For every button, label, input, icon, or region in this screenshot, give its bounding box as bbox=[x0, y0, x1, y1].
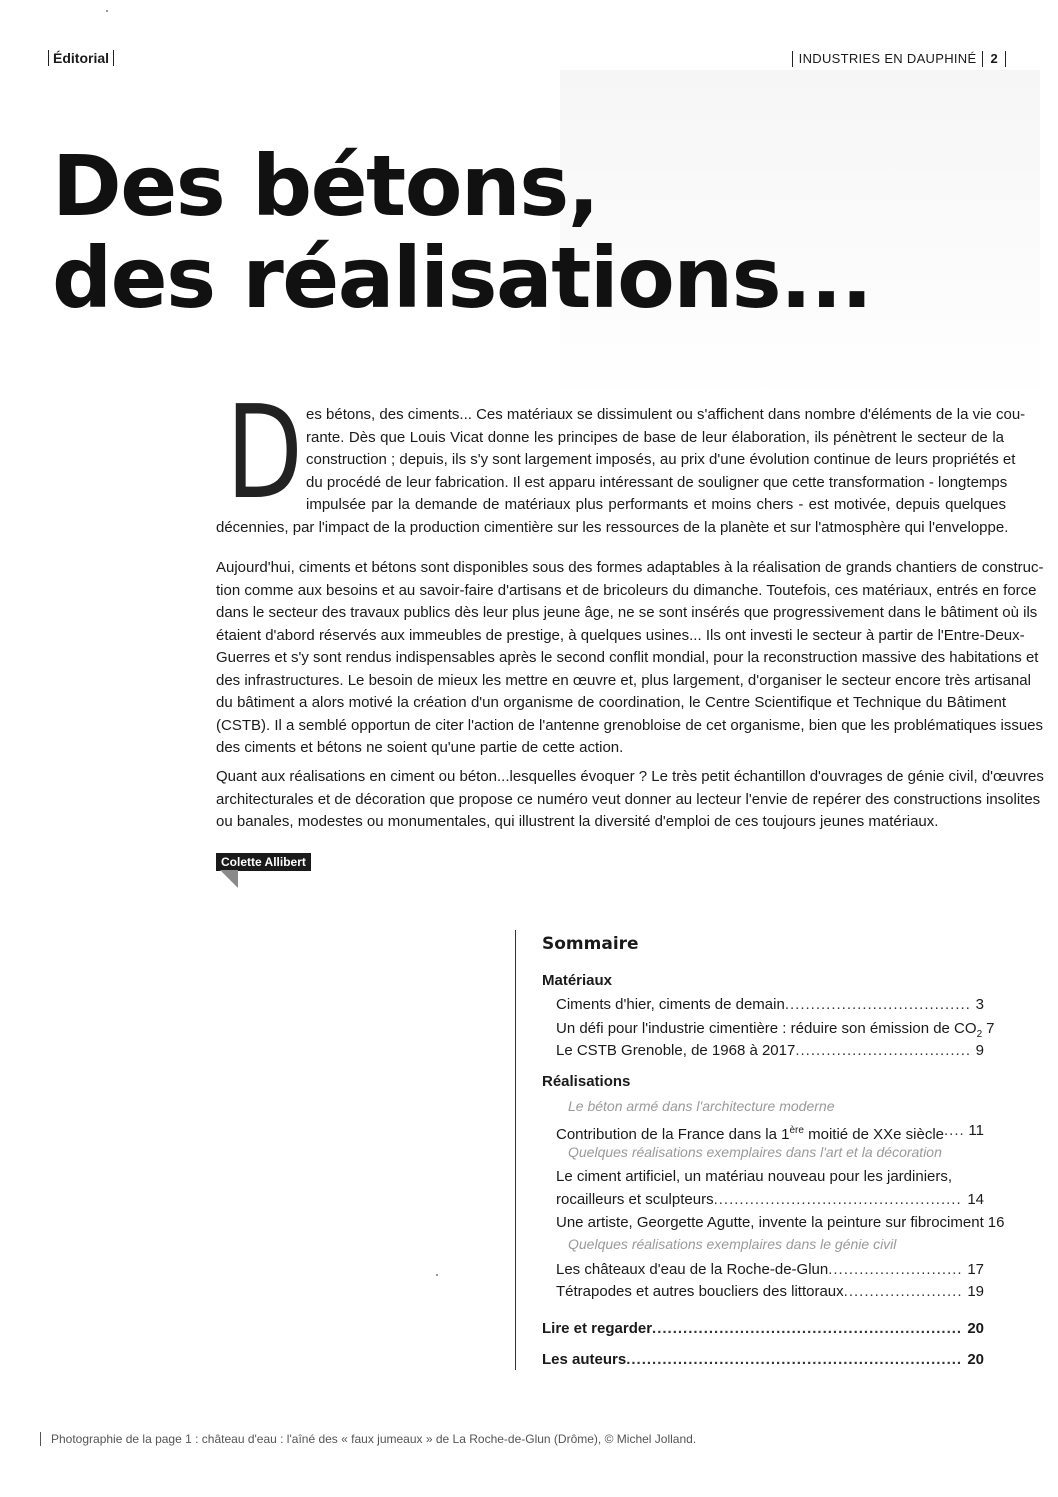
text-line: rante. Dès que Louis Vicat donne les principes de base de leur élaboration, ils pénètrent le secteur de la bbox=[306, 428, 1004, 446]
text-line: ou banales, modestes ou monumentales, qui illustrent la diversité d'emploi de ces toujours jeunes matériaux. bbox=[216, 813, 939, 830]
toc-entry[interactable]: Les châteaux d'eau de la Roche-de-Glun ..... 17 bbox=[556, 1259, 984, 1281]
toc-entry[interactable]: Ciments d'hier, ciments de demain ..... 3 bbox=[556, 994, 984, 1016]
toc-section-realisations: Réalisations bbox=[542, 1073, 631, 1090]
text-line: étaient d'abord réservés aux immeubles de prestige, à quelques usines... Ils ont investi le secteur à partir de l'Entre-Deux- bbox=[216, 626, 1025, 644]
photo-credit-text: Photographie de la page 1 : château d'eau : l'aîné des « faux jumeaux » de La Roche-de-Glun (Drôme), © Michel Jolland. bbox=[51, 1432, 697, 1446]
paragraph-1-tail bbox=[216, 494, 1009, 539]
text-line: (CSTB). Il a semblé opportun de citer l'action de l'antenne grenobloise de cet organisme, bien que les problématiques issues bbox=[216, 716, 1044, 734]
toc-entry[interactable]: Le CSTB Grenoble, de 1968 à 2017 ..... 9 bbox=[556, 1040, 984, 1062]
text-line: Quant aux réalisations en ciment ou béton...lesquelles évoquer ? Le très petit échantillon d'ouvrages de génie civil, d'œuvres bbox=[216, 768, 1044, 785]
section-label: Éditorial bbox=[48, 50, 114, 66]
text-line: architecturales et de décoration que propose ce numéro veut donner au lecteur l'envie de repérer des constructions insolites bbox=[216, 790, 1041, 808]
toc-entry[interactable]: Une artiste, Georgette Agutte, invente la peinture sur fibrociment 16 bbox=[556, 1214, 1005, 1231]
text-line: Guerres et s'y sont rendus indispensables après le second conflit mondial, pour la reconstruction massive des habitations et bbox=[216, 649, 1039, 666]
toc-entry[interactable]: Tétrapodes et autres boucliers des littoraux ..... 19 bbox=[556, 1281, 984, 1303]
author-badge-corner bbox=[220, 870, 238, 888]
toc-entry-auteurs[interactable]: Les auteurs ..... 20 bbox=[542, 1349, 984, 1371]
toc-entry[interactable]: Contribution de la France dans la 1ère moitié de XXe siècle ..... 11 bbox=[556, 1120, 984, 1146]
drop-cap: D bbox=[226, 379, 303, 528]
text-line: tion comme aux besoins et au savoir-faire d'artisans et de bricoleurs du dimanche. Toutefois, ces matériaux, entrés en force bbox=[216, 581, 1037, 599]
text-line: Aujourd'hui, ciments et bétons sont disponibles sous des formes adaptables à la réalisation de grands chantiers de construc- bbox=[216, 559, 1044, 576]
toc-subheading: Le béton armé dans l'architecture moderne bbox=[568, 1098, 835, 1114]
text-line: construction ; depuis, ils s'y sont largement imposés, au prix d'une évolution continue de leurs propriétés et bbox=[306, 451, 1016, 468]
toc-entry-lire[interactable]: Lire et regarder ..... 20 bbox=[542, 1318, 984, 1340]
toc-title: Sommaire bbox=[542, 934, 639, 954]
scan-speck bbox=[436, 1274, 438, 1276]
text-line: impulsée par la demande de matériaux plus performants et moins chers - est motivée, depuis quelques bbox=[306, 496, 1006, 513]
paragraph-3 bbox=[216, 766, 1044, 834]
text-line: dans le secteur des travaux publics dès leur plus jeune âge, ne se sont insérés que progressivement dans le bâtiment où ils bbox=[216, 604, 1038, 621]
toc-section-materiaux: Matériaux bbox=[542, 972, 613, 989]
page-number: 2 bbox=[982, 51, 1006, 67]
table-of-contents bbox=[515, 930, 1005, 1370]
page-title bbox=[52, 137, 872, 327]
paragraph-2 bbox=[216, 557, 1044, 760]
text-line: es bétons, des ciments... Ces matériaux se dissimulent ou s'affichent dans nombre d'éléments de la vie cou- bbox=[306, 406, 1026, 423]
photo-credit bbox=[40, 1432, 696, 1446]
toc-entry[interactable]: rocailleurs et sculpteurs ..... 14 bbox=[556, 1189, 984, 1211]
title-line-2: des réalisations... bbox=[52, 229, 872, 327]
running-header bbox=[792, 51, 1006, 67]
text-line: du procédé de leur fabrication. Il est apparu intéressant de souligner que cette transformation - longtemps bbox=[306, 473, 1008, 491]
text-line: décennies, par l'impact de la production cimentière sur les ressources de la planète et sur l'atmosphère qui l'enveloppe. bbox=[216, 518, 1009, 536]
footer-rule bbox=[40, 1432, 41, 1446]
text-line: des infrastructures. Le besoin de mieux les mettre en œuvre et, plus largement, d'organiser le secteur encore très artisanal bbox=[216, 671, 1031, 689]
toc-subheading: Quelques réalisations exemplaires dans l'art et la décoration bbox=[568, 1144, 942, 1160]
toc-entry[interactable]: Un défi pour l'industrie cimentière : réduire son émission de $CO_2$ 7 bbox=[556, 1020, 995, 1040]
publication-name: INDUSTRIES EN DAUPHINÉ bbox=[792, 51, 983, 67]
text-line: du bâtiment a alors motivé la création d'un organisme de coordination, le Centre Scientifique et Technique du Bâtiment bbox=[216, 694, 1006, 711]
toc-entry-line: Le ciment artificiel, un matériau nouveau pour les jardiniers, bbox=[556, 1168, 953, 1185]
paragraph-1-head bbox=[306, 404, 1026, 494]
text-line: des ciments et bétons ne soient qu'une partie de cette action. bbox=[216, 739, 624, 756]
title-line-1: Des bétons, bbox=[52, 137, 599, 235]
scan-speck bbox=[106, 10, 108, 12]
toc-subheading: Quelques réalisations exemplaires dans le génie civil bbox=[568, 1236, 897, 1252]
author-badge: Colette Allibert bbox=[216, 853, 311, 871]
